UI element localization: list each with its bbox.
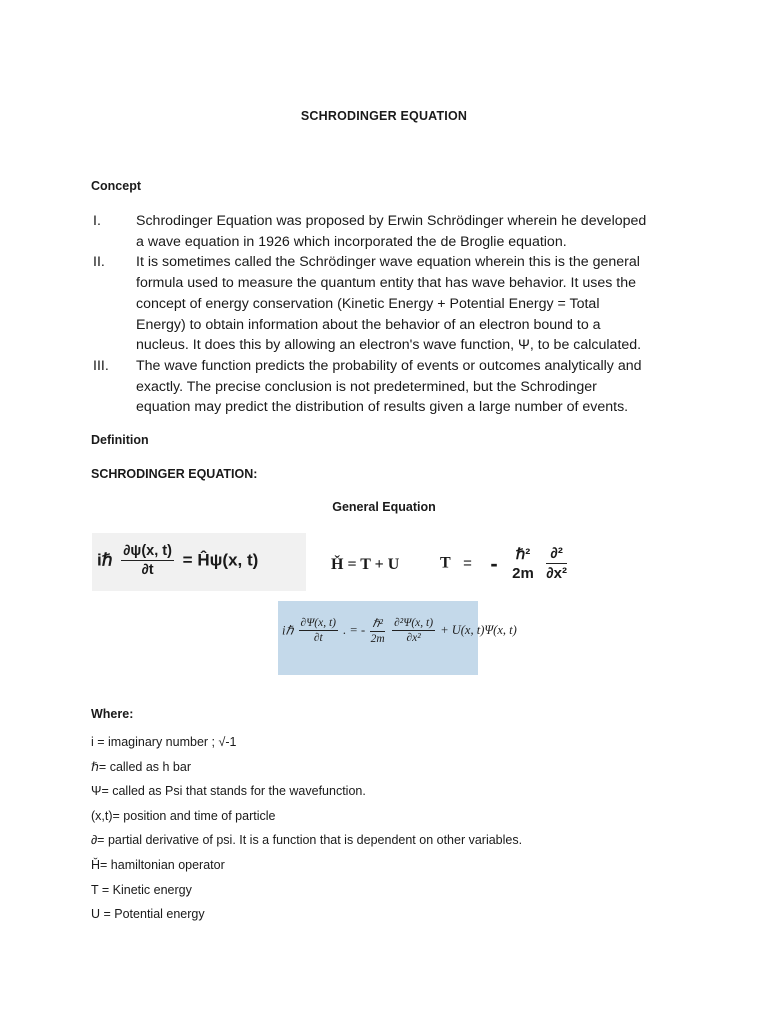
eq-fraction: [392, 617, 435, 644]
fraction-denominator: ∂x²: [546, 565, 568, 582]
fraction-numerator: ℏ²: [372, 618, 383, 630]
fraction-denominator: ∂t: [141, 562, 154, 578]
concept-item-3: [91, 356, 691, 418]
fraction-denominator: 2m: [370, 633, 385, 645]
where-item: Ȟ= hamiltonian operator: [91, 857, 225, 872]
item-line: nucleus. It does this by allowing an electron's wave function, Ψ, to be calculated.: [136, 337, 642, 354]
concept-list: [91, 211, 691, 418]
item-line: concept of energy conservation (Kinetic Energy + Potential Energy = Total: [136, 295, 600, 312]
eq-prefix: iℏ: [282, 623, 294, 638]
eq-fraction: [121, 543, 174, 578]
concept-heading: Concept: [91, 179, 141, 193]
where-item: ℏ= called as h bar: [91, 759, 191, 774]
fraction-denominator: 2m: [512, 565, 534, 582]
document-title: SCHRODINGER EQUATION: [300, 109, 468, 123]
eq-fraction: [546, 545, 567, 582]
fraction-denominator: ∂x²: [406, 632, 421, 644]
eq-middle: . = -: [343, 623, 366, 637]
where-list: [91, 730, 522, 927]
full-schrodinger-equation: [282, 616, 517, 645]
eq-fraction: [299, 617, 338, 644]
kinetic-energy-equation: [440, 545, 571, 582]
item-line: It is sometimes called the Schrödinger wave equation wherein this is the general: [136, 254, 640, 271]
item-line: Schrodinger Equation was proposed by Erwin Schrödinger wherein he developed: [136, 213, 647, 229]
item-number: III.: [93, 357, 109, 374]
eq-fraction: [512, 545, 534, 582]
item-line: The wave function predicts the probability of events or outcomes analytically and: [136, 357, 642, 374]
minus-sign: -: [490, 550, 498, 576]
where-item: ∂= partial derivative of psi. It is a function that is dependent on other variables.: [91, 833, 523, 848]
item-line: a wave equation in 1926 which incorporated the de Broglie equation.: [136, 233, 567, 250]
item-line: Energy) to obtain information about the behavior of an electron bound to a: [136, 316, 601, 333]
fraction-numerator: ∂Ψ(x, t): [300, 617, 337, 629]
schrodinger-subheading: SCHRODINGER EQUATION:: [91, 467, 258, 481]
eq-tail: + U(x, t)Ψ(x, t): [440, 623, 517, 637]
where-item: (x,t)= position and time of particle: [91, 808, 276, 823]
where-item: Ψ= called as Psi that stands for the wavefunction.: [91, 784, 366, 799]
item-line: equation may predict the distribution of results given a large number of events.: [136, 399, 629, 416]
fraction-numerator: ℏ²: [515, 546, 531, 563]
concept-item-1: [91, 211, 691, 252]
fraction-numerator: ∂²: [546, 545, 567, 564]
item-number: II.: [93, 254, 105, 271]
eq-rhs: = Ĥψ(x, t): [182, 550, 259, 570]
eq-prefix: iℏ: [97, 550, 113, 570]
where-heading: Where:: [91, 707, 134, 721]
eq-fraction: [370, 616, 385, 645]
where-item: i = imaginary number ; √-1: [91, 735, 237, 749]
where-item: U = Potential energy: [91, 907, 205, 922]
kinetic-label: T: [440, 554, 451, 572]
equals-sign: =: [463, 555, 472, 572]
fraction-numerator: ∂²Ψ(x, t): [394, 617, 434, 629]
item-line: formula used to measure the quantum entity that has wave behavior. It uses the: [136, 275, 637, 292]
hamiltonian-equation: Ȟ = T + U: [331, 556, 400, 573]
item-number: I.: [93, 213, 101, 229]
item-line: exactly. The precise conclusion is not predetermined, but the Schrodinger: [136, 378, 597, 395]
where-item: T = Kinetic energy: [91, 882, 192, 897]
main-equation: [97, 543, 258, 578]
fraction-numerator: ∂ψ(x, t): [123, 543, 172, 559]
concept-item-2: [91, 252, 691, 356]
fraction-denominator: ∂t: [313, 632, 323, 644]
general-equation-heading: General Equation: [332, 500, 436, 514]
definition-heading: Definition: [91, 433, 149, 447]
